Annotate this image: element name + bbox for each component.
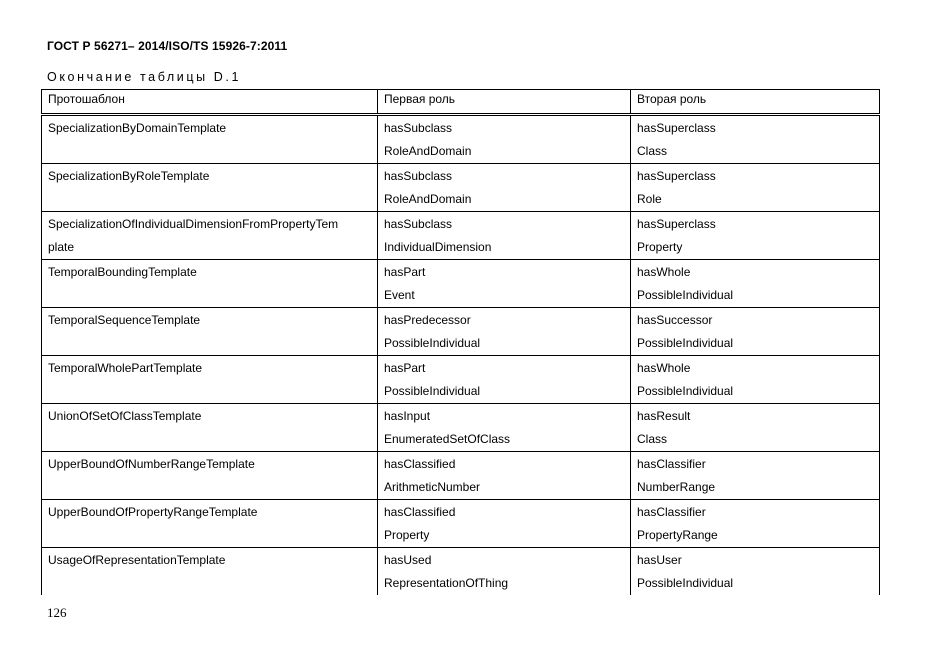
cell-template bbox=[42, 260, 378, 308]
cell-template bbox=[42, 308, 378, 356]
cell-second-role bbox=[631, 212, 880, 260]
cell-first-role bbox=[378, 212, 631, 260]
cell-second-role-line: hasClassifier bbox=[637, 505, 706, 519]
cell-second-role-line: hasUser bbox=[637, 553, 682, 567]
cell-template-line: UsageOfRepresentationTemplate bbox=[48, 553, 226, 567]
cell-second-role bbox=[631, 260, 880, 308]
cell-template-line: UnionOfSetOfClassTemplate bbox=[48, 409, 202, 423]
table-row bbox=[42, 308, 880, 356]
standard-header: ГОСТ Р 56271– 2014/ISO/TS 15926-7:2011 bbox=[47, 39, 288, 53]
cell-template-line: SpecializationByRoleTemplate bbox=[48, 169, 210, 183]
cell-template bbox=[42, 404, 378, 452]
cell-second-role-line: hasSuperclass bbox=[637, 217, 716, 231]
cell-first-role-line: ArithmeticNumber bbox=[384, 480, 481, 494]
table-row bbox=[42, 404, 880, 452]
cell-second-role bbox=[631, 356, 880, 404]
table-row bbox=[42, 164, 880, 212]
cell-second-role-line: hasClassifier bbox=[637, 457, 706, 471]
cell-first-role-line: Event bbox=[384, 288, 415, 302]
cell-first-role-line: Property bbox=[384, 528, 430, 542]
cell-first-role-line: PossibleIndividual bbox=[384, 384, 481, 398]
cell-template-line bbox=[48, 140, 377, 163]
table-row bbox=[42, 548, 880, 596]
cell-second-role-line: hasResult bbox=[637, 409, 691, 423]
cell-first-role-line: hasClassified bbox=[384, 505, 456, 519]
cell-second-role-line: hasSuccessor bbox=[637, 313, 713, 327]
cell-second-role-line: Role bbox=[637, 192, 662, 206]
table-row bbox=[42, 500, 880, 548]
cell-second-role-line: Class bbox=[637, 144, 668, 158]
cell-first-role-line: RepresentationOfThing bbox=[384, 576, 509, 590]
cell-second-role bbox=[631, 404, 880, 452]
table-row bbox=[42, 115, 880, 164]
cell-template-line: UpperBoundOfNumberRangeTemplate bbox=[48, 457, 255, 471]
cell-template-line: TemporalSequenceTemplate bbox=[48, 313, 201, 327]
cell-second-role-line: Class bbox=[637, 432, 668, 446]
cell-first-role-line: RoleAndDomain bbox=[384, 144, 472, 158]
cell-first-role bbox=[378, 356, 631, 404]
cell-first-role-line: hasInput bbox=[384, 409, 431, 423]
cell-second-role bbox=[631, 115, 880, 164]
cell-first-role bbox=[378, 404, 631, 452]
cell-template-line bbox=[48, 380, 377, 403]
cell-template-line bbox=[48, 572, 377, 595]
cell-template-line bbox=[48, 188, 377, 211]
cell-second-role bbox=[631, 500, 880, 548]
cell-template-line bbox=[48, 284, 377, 307]
cell-template bbox=[42, 500, 378, 548]
cell-second-role-line: hasWhole bbox=[637, 361, 691, 375]
cell-template bbox=[42, 548, 378, 596]
cell-second-role-line: hasSuperclass bbox=[637, 121, 716, 135]
cell-first-role-line: RoleAndDomain bbox=[384, 192, 472, 206]
cell-second-role-line: PossibleIndividual bbox=[637, 384, 734, 398]
table-row bbox=[42, 212, 880, 260]
cell-first-role bbox=[378, 164, 631, 212]
cell-template-line: SpecializationOfIndividualDimensionFromPropertyTem bbox=[48, 217, 339, 231]
cell-template-line bbox=[48, 332, 377, 355]
cell-template-line bbox=[48, 524, 377, 547]
cell-second-role-line: hasSuperclass bbox=[637, 169, 716, 183]
cell-first-role-line: hasSubclass bbox=[384, 121, 453, 135]
page-number: 126 bbox=[47, 605, 67, 620]
cell-template-line: plate bbox=[48, 240, 75, 254]
cell-second-role-line: PossibleIndividual bbox=[637, 288, 734, 302]
cell-first-role bbox=[378, 548, 631, 596]
cell-second-role-line: Property bbox=[637, 240, 683, 254]
cell-second-role-line: hasWhole bbox=[637, 265, 691, 279]
cell-first-role-line: hasUsed bbox=[384, 553, 432, 567]
cell-first-role bbox=[378, 260, 631, 308]
cell-second-role-line: NumberRange bbox=[637, 480, 716, 494]
column-header-second-role: Вторая роль bbox=[631, 90, 880, 115]
cell-first-role-line: IndividualDimension bbox=[384, 240, 492, 254]
cell-first-role-line: hasSubclass bbox=[384, 169, 453, 183]
table-row bbox=[42, 356, 880, 404]
table-row bbox=[42, 260, 880, 308]
cell-template bbox=[42, 356, 378, 404]
cell-template bbox=[42, 164, 378, 212]
cell-second-role bbox=[631, 548, 880, 596]
cell-second-role bbox=[631, 308, 880, 356]
cell-first-role bbox=[378, 452, 631, 500]
cell-template-line: UpperBoundOfPropertyRangeTemplate bbox=[48, 505, 258, 519]
cell-template bbox=[42, 115, 378, 164]
cell-first-role-line: hasPart bbox=[384, 361, 426, 375]
cell-second-role bbox=[631, 164, 880, 212]
cell-template-line bbox=[48, 428, 377, 451]
cell-first-role-line: hasPredecessor bbox=[384, 313, 471, 327]
cell-second-role-line: PossibleIndividual bbox=[637, 576, 734, 590]
cell-template-line: TemporalWholePartTemplate bbox=[48, 361, 203, 375]
templates-table bbox=[41, 89, 880, 595]
cell-template-line: SpecializationByDomainTemplate bbox=[48, 121, 227, 135]
cell-template bbox=[42, 452, 378, 500]
cell-second-role-line: PropertyRange bbox=[637, 528, 718, 542]
column-header-template: Протошаблон bbox=[42, 90, 378, 115]
cell-first-role-line: hasSubclass bbox=[384, 217, 453, 231]
cell-first-role bbox=[378, 308, 631, 356]
column-header-first-role: Первая роль bbox=[378, 90, 631, 115]
cell-template bbox=[42, 212, 378, 260]
cell-first-role bbox=[378, 115, 631, 164]
cell-first-role bbox=[378, 500, 631, 548]
table-row bbox=[42, 452, 880, 500]
cell-second-role-line: PossibleIndividual bbox=[637, 336, 734, 350]
cell-second-role bbox=[631, 452, 880, 500]
cell-template-line bbox=[48, 476, 377, 499]
cell-template-line: TemporalBoundingTemplate bbox=[48, 265, 197, 279]
cell-first-role-line: hasClassified bbox=[384, 457, 456, 471]
table-header-row bbox=[42, 90, 880, 115]
cell-first-role-line: EnumeratedSetOfClass bbox=[384, 432, 511, 446]
table-caption: Окончание таблицы D.1 bbox=[47, 70, 242, 84]
cell-first-role-line: hasPart bbox=[384, 265, 426, 279]
cell-first-role-line: PossibleIndividual bbox=[384, 336, 481, 350]
